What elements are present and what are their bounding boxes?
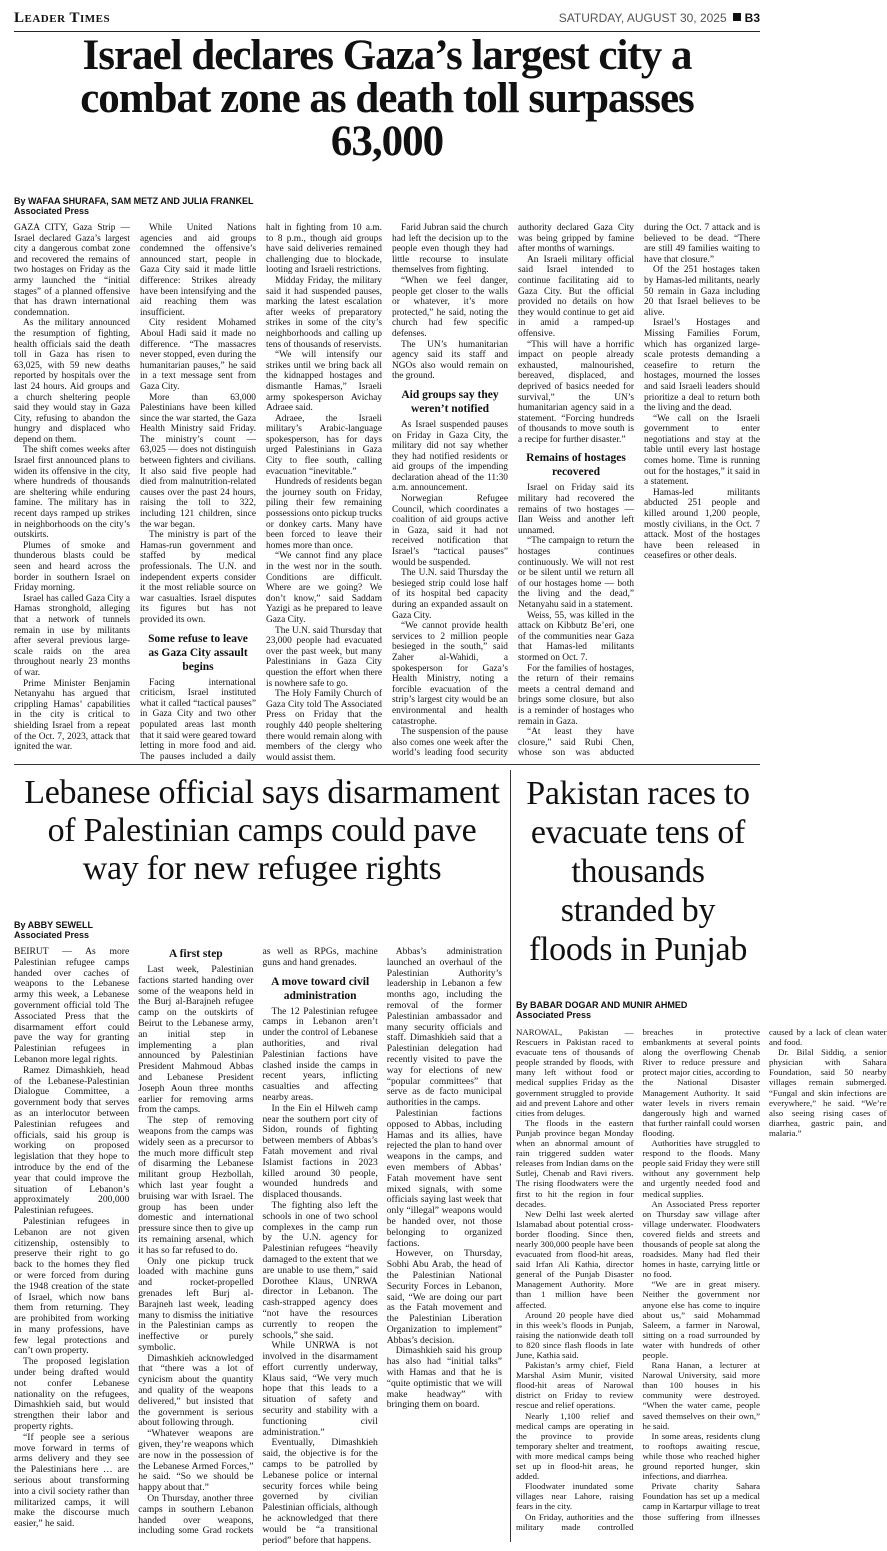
paragraph: While UNRWA is not involved in the disarmament effort currently underway, Klaus said, “We very much hope that this leads to a situation of safety and security and stability with a functioning civil administration.” [262, 1340, 378, 1438]
paragraph: Palestinian refugees in Lebanon are not given citizenship, ostensibly to preserve their right to go back to the homes they fled or were forced from during the 1948 creation of the state of Israel, which now bans them from returning. They are prohibited from working in many professions, have few legal protections and can’t own property. [14, 1215, 130, 1357]
byline-names: By ABBY SEWELL [14, 920, 94, 930]
paragraph: Norwegian Refugee Council, which coordinates a coalition of aid groups active in Gaza, said it had not received notification that Israel’s “tactical pauses” would be suspended. [392, 494, 508, 568]
paragraph: An Associated Press reporter on Thursday saw village after village underwater. Floodwaters covered fields and streets and thousands of people sat along the roadsides. Many had fled their homes in haste, carrying little or no food. [642, 1198, 760, 1280]
paragraph: Midday Friday, the military said it had suspended pauses, marking the latest escalation after weeks of preparatory strikes in some of the city’s neighborhoods and calling up tens of thousands of reservists. [266, 275, 382, 350]
paragraph: Rana Hanan, a lecturer at Narowal University, said more than 100 houses in his community were destroyed. “When the water came, people saved themselves on their own,” he said. [642, 1360, 760, 1431]
paragraph: Private charity Sahara Foundation has set up a medical camp in Kartarpur village to treat those suffering from illnesses caused by a lack of clean water and food. [642, 1027, 887, 1522]
paragraph: “Whatever weapons are given, they’re weapons which are now in the possession of the Lebanese Armed Forces,” he said. “So we should be happy about that.” [138, 1428, 254, 1494]
paragraph: Adraee, the Israeli military’s Arabic-language spokesperson, has for days urged Palestinians in Gaza City to flee south, calling evacuation “inevitable.” [266, 413, 382, 477]
paragraph: Plumes of smoke and thunderous blasts could be seen and heard across the border in southern Israel on Friday morning. [14, 540, 130, 594]
paragraph: As the military announced the resumption of fighting, health officials said the death toll in Gaza has risen to 63,025, with 59 new deaths reported by hospitals over the last 24 hours. Aid groups and a church sheltering people said they would stay in Gaza City, refusing to abandon the hungry and displaced who depend on them. [14, 318, 130, 445]
paragraph: Israel has called Gaza City a Hamas stronghold, alleging that a network of tunnels remain in use by militants after several previous large-scale raids on the area throughout nearly 23 months of war. [14, 593, 130, 678]
byline-org: Associated Press [14, 930, 90, 940]
paragraph: Hamas-led militants abducted 251 people and killed around 1,200 people, mostly civilians, in the Oct. 7 attack. Most of the hostages have been released in ceasefires or other deals. [644, 487, 760, 562]
pakistan-body [516, 1027, 887, 1533]
paragraph: The U.N. said Thursday the besieged strip could lose half of its hospital bed capacity during an expanded assault on Gaza City. [392, 568, 508, 621]
paragraph: Pakistan’s army chief, Field Marshal Asim Munir, visited flood-hit areas of Narowal district on Friday to review rescue and relief operations. [516, 1360, 634, 1411]
paragraph: Palestinian factions opposed to Abbas, including Hamas and its allies, have rejected the plan to hand over weapons in the camps, and even members of Abbas’ Fatah movement have sent mixed signals, with some officials saying last week that only “illegal” weapons would be handed over, not those belonging to organized factions. [386, 1107, 502, 1249]
paragraph: Israel’s Hostages and Missing Families Forum, which has organized large-scale protests demanding a ceasefire to return the hostages, mourned the losses and said Israeli leaders should prioritize a deal to return both the living and the dead. [644, 318, 760, 414]
paragraph: New Delhi last week alerted Islamabad about potential cross-border flooding. Since then, nearly 300,000 people have been evacuated from flood-hit areas, said Irfan Ali Kathia, director general of the Punjab Disaster Management Authority. More than 1 million have been affected. [516, 1208, 634, 1310]
paragraph: Dr. Bilal Siddiq, a senior physician with Sahara Foundation, said 50 nearby villages remain submerged. “Fungal and skin infections are everywhere,” he said. “We’re also seeing rising cases of diarrhea, gastric pain, and malaria.” [769, 1047, 887, 1138]
paragraph: “When we feel danger, people get closer to the walls or whatever, it’s more protected,” he said, noting the church had few specific defenses. [392, 275, 508, 339]
pakistan-paragraphs [516, 1027, 887, 1533]
paragraph: “We call on the Israeli government to enter negotiations and stay at the table until every last hostage comes home. Time is running out for the hostages,” it said in a statement. [644, 413, 760, 488]
paragraph: The U.N. said Thursday that 23,000 people had evacuated over the past week, but many Palestinians in Gaza City question the effort when there is nowhere safe to go. [266, 625, 382, 689]
byline-org: Associated Press [516, 1010, 592, 1020]
lebanon-subhead-1: A first step [169, 948, 223, 960]
paragraph: GAZA CITY, Gaza Strip — Israel declared Gaza’s largest city a dangerous combat zone and recovered the remains of two hostages on Friday as the army launched the “initial stages” of a planned offensive that has drawn international condemnation. [14, 223, 130, 318]
paragraph: As Israel suspended pauses on Friday in Gaza City, the military did not say whether they had notified residents or aid groups of the impending declaration ahead of the 11:30 a.m. announcement. [392, 419, 508, 494]
paragraph: Farid Jubran said the church had left the decision up to the people even though they had little recourse to insulate themselves from fighting. [392, 223, 508, 276]
paragraph: Dimashkieh said his group has also had “initial talks” with Hamas and that he is “quite optimistic that we will make headway” with bringing them on board. [386, 1345, 502, 1411]
gaza-subhead-2: Aid groups say they weren’t notified [401, 388, 499, 415]
paragraph: An Israeli military official said Israel intended to continue facilitating aid to Gaza City. But the official provided no details on how they would continue to get aid in amid a ramped-up offensive. [518, 254, 634, 339]
paragraph: Around 20 people have died in this week’s floods in Punjab, raising the nationwide death toll to 820 since flash floods in late June, Kathia said. [516, 1309, 634, 1360]
lebanon-headline: Lebanese official says disarmament of Palestinian camps could pave way for new refugee rights [24, 774, 500, 887]
main-headline: Israel declares Gaza’s largest city a combat zone as death toll surpasses 63,000 [80, 32, 694, 165]
date-line [559, 11, 760, 25]
gaza-subhead-1: Some refuse to leave as Gaza City assault begins [148, 632, 248, 673]
paragraph: The suspension of the pause also comes one week after the world’s leading food security authority declared Gaza City was being gripped by famine after months of warnings. [392, 223, 634, 759]
paragraph: Ramez Dimashkieh, head of the Lebanese-Palestinian Dialogue Committee, a government body that serves as an interlocutor between Palestinian refugees and officials, said his group is working on proposed legislation that they hope to introduce by the end of the year that could improve the situation of Lebanon’s approximately 200,000 Palestinian refugees. [14, 1064, 130, 1217]
paragraph: The proposed legislation under being drafted would not confer Lebanese nationality on the refugees, Dimashkieh said, but would strengthen their labor and property rights. [14, 1356, 130, 1433]
paragraph: BEIRUT — As more Palestinian refugee camps handed over caches of weapons to the Lebanese army this week, a Lebanese government official told The Associated Press that the disarmament effort could pave the way for granting Palestinian refugees in Lebanon more legal rights. [14, 946, 130, 1065]
byline-org: Associated Press [14, 206, 90, 216]
paragraph: “The campaign to return the hostages continues continuously. We will not rest or be silent until we return all of our hostages home — both the living and the dead,” Netanyahu said in a statement. [518, 536, 634, 610]
lebanon-paragraphs-3 [263, 947, 503, 1551]
paragraph: Authorities have struggled to respond to the floods. Many people said Friday they were still without any government help and urgently needed food and medical supplies. [642, 1138, 760, 1199]
square-bullet-icon [733, 13, 741, 21]
paragraph: The UN’s humanitarian agency said its staff and NGOs also would remain on the ground. [392, 339, 508, 382]
lebanon-article [14, 920, 502, 1546]
section-divider [14, 764, 760, 765]
lebanon-byline [14, 920, 502, 940]
paragraph: City resident Mohamed Aboul Hadi said it made no difference. “The massacres never stopped, even during the humanitarian pauses,” he said in a text message sent from Gaza City. [140, 318, 256, 392]
paragraph: Abbas’s administration launched an overhaul of the Palestinian Authority’s leadership in Lebanon a few months ago, including the removal of the former Palestinian ambassador and many security officials and staff. Dimashkieh said that a Palestinian delegation had recently visited to pave the way for elections of new “popular committees” that serve as de facto municipal authorities in the camps. [386, 946, 502, 1109]
paragraph: More than 63,000 Palestinians have been killed since the war started, the Gaza Health Ministry said Friday. The ministry’s count — 63,025 — does not distinguish between fighters and civilians. It also said five people had died from malnutrition-related causes over the past 24 hours, raising the toll to 322, including 121 children, since the war began. [140, 392, 256, 530]
paragraph: The ministry is part of the Hamas-run government and staffed by medical professionals. The U.N. and independent experts consider it the most reliable source on war casualties. Israel disputes its figures but has not provided its own. [140, 530, 256, 625]
byline-names: By BABAR DOGAR AND MUNIR AHMED [516, 1000, 688, 1010]
paragraph: In some areas, residents clung to rooftops awaiting rescue, while those who reached higher ground reported hunger, skin infections, and diarrhea. [642, 1430, 760, 1482]
lebanon-body [14, 947, 502, 1551]
byline-names: By WAFAA SHURAFA, SAM METZ AND JULIA FRANKEL [14, 196, 254, 206]
paragraph: For the families of hostages, the return of their remains meets a central demand and brings some closure, but also is a reminder of hostages who remain in Gaza. [518, 663, 634, 727]
paragraph: Only one pickup truck loaded with machine guns and rocket-propelled grenades left Burj al-Barajneh last week, leading many to dismiss the initiative in the Palestinian camps as ineffective or purely symbolic. [138, 1255, 254, 1353]
column-divider [510, 770, 511, 1542]
pakistan-article [516, 1000, 887, 1540]
paragraph: The floods in the eastern Punjab province began Monday when an abnormal amount of rain triggered sudden water releases from Indian dams on the Sutlej, Chenab and Ravi rivers. The rising floodwaters were the first to hit the region in four decades. [516, 1117, 634, 1209]
paragraph: “We cannot provide health services to 2 million people besieged in the south,” said Zaher al-Wahidi, a spokesperson for Gaza’s Health Ministry, noting a forcible evacuation of the strip’s largest city would be an environmental and health catastrophe. [392, 621, 508, 727]
paragraph: “We will intensify our strikes until we bring back all the kidnapped hostages and dismantle Hamas,” Israeli army spokesperson Avichay Adraee said. [266, 350, 382, 414]
pakistan-byline [516, 1000, 760, 1020]
pakistan-headline: Pakistan races to evacuate tens of thousands stranded by floods in Punjab [526, 775, 750, 968]
paragraph: “This will have a horrific impact on people already exhausted, malnourished, bereaved, displaced, and deprived of basics needed for survival,” the UN’s humanitarian agency said in a statement. “Forcing hundreds of thousands to move south is a recipe for further disaster.” [518, 339, 634, 445]
gaza-article [14, 196, 760, 763]
paragraph: Nearly 1,100 relief and medical camps are operating in the province to provide temporary shelter and treatment, with more medical camps being set up in flood-hit areas, he added. [516, 1410, 634, 1482]
paragraph: “If people see a serious move forward in terms of arms delivery and they see the Palestinians here … are serious about transforming into a civil society rather than militarized camps, it will make the discourse much easier,” he said. [14, 1431, 130, 1530]
paragraph: “At least they have closure,” said Rubi Chen, whose son was abducted during the Oct. 7 attack and is believed to be dead. “There are still 49 families waiting to have that closure.” [518, 223, 760, 759]
paragraph: “We are in great misery. Neither the government nor anyone else has come to inquire about us,” said Mohammad Saleem, a farmer in Narowal, sitting on a road surrounded by water with hundreds of other people. [642, 1279, 760, 1360]
paragraph: Last week, Palestinian factions started handing over some of the weapons held in the Burj al-Barajneh refugee camp on the outskirts of Beirut to the Lebanese army, an initial step in implementing a plan announced by Palestinian President Mahmoud Abbas and Lebanese President Joseph Aoun three months earlier for removing arms from the camps. [138, 964, 254, 1116]
paragraph: Dimashkieh acknowledged that “there was a lot of cynicism about the quantity and quality of the weapons delivered,” but insisted that the government is serious about following through. [138, 1352, 254, 1429]
paragraph: Facing international criticism, Israel instituted what it called “tactical pauses” in Gaza City and two other populated areas last month that it said were geared toward letting in more food and aid. The pauses included a daily halt in fighting from 10 a.m. to 8 p.m., though aid groups have said deliveries remained challenging due to blockade, looting and Israeli restrictions. [140, 223, 382, 762]
paragraph: Weiss, 55, was killed in the attack on Kibbutz Be’eri, one of the communities near Gaza that Hamas-led militants stormed on Oct. 7. [518, 610, 634, 663]
paragraph: The step of removing weapons from the camps was widely seen as a precursor to the much more difficult step of disarming the Lebanese militant group Hezbollah, which last year fought a bruising war with Israel. The group has been under domestic and international pressure since then to give up its remaining arsenal, which it has so far refused to do. [138, 1115, 254, 1256]
lebanon-paragraphs [14, 947, 129, 1530]
paragraph: The shift comes weeks after Israel first announced plans to widen its offensive in the city, where hundreds of thousands are sheltering while enduring famine. The military has in recent days ramped up strikes in neighborhoods on the city’s outskirts. [14, 445, 130, 541]
page-number: B3 [744, 11, 760, 25]
paragraph: Floodwater inundated some villages near Lahore, raising fears in the city. [516, 1481, 634, 1512]
page-header [14, 10, 760, 32]
paragraph: Hundreds of residents began the journey south on Friday, piling their few remaining possessions onto pickup trucks or donkey carts. Many have been forced to leave their homes more than once. [266, 477, 383, 551]
paragraph: The 12 Palestinian refugee camps in Lebanon aren’t under the control of Lebanese authorities, and rival Palestinian factions have clashed inside the camps in recent years, inflicting casualties and affecting nearby areas. [262, 1005, 378, 1103]
lebanon-subhead-2: A move toward civil administration [271, 975, 370, 1002]
paragraph: “We cannot find any place in the west nor in the south. Conditions are difficult. Where are we going? We don’t know,” said Saddam Yazigi as he prepared to leave Gaza City. [266, 551, 382, 625]
paragraph: However, on Thursday, Sobhi Abu Arab, the head of the Palestinian National Security Forces in Lebanon, said, “We are doing our part as the Fatah movement and the Palestinian Liberation Organization to implement” Abbas’s decision. [386, 1248, 502, 1346]
paragraph: In the Ein el Hilweh camp near the southern port city of Sidon, rounds of fighting between members of Abbas’s Fatah movement and rival Islamist factions in 2023 killed around 30 people, wounded hundreds and displaced thousands. [262, 1102, 378, 1201]
paragraph: Prime Minister Benjamin Netanyahu has argued that crippling Hamas’ capabilities in the city is critical to shielding Israel from a repeat of the Oct. 7, 2023, attack that ignited the war. [14, 678, 130, 753]
paragraph: The fighting also left the schools in one of two school complexes in the camp run by the U.N. agency for Palestinian refugees “heavily damaged to the extent that we are unable to use them,” said Dorothee Klaus, UNRWA director in Lebanon. The cash-strapped agency does “not have the resources currently to reopen the schools,” she said. [262, 1199, 378, 1341]
paper-name: Leader Times [14, 10, 111, 26]
paragraph: The Holy Family Church of Gaza City told The Associated Press on Friday that the roughly 440 people sheltering there would remain along with members of the clergy who would assist them. [266, 689, 382, 763]
paragraph: On Thursday, another three camps in southern Lebanon handed over weapons, including some Grad rockets as well as RPGs, machine guns and hand grenades. [138, 946, 378, 1537]
paragraph: NAROWAL, Pakistan — Rescuers in Pakistan raced to evacuate tens of thousands of people stranded by floods, with many left without food or medical supplies Friday as the government struggled to provide aid and prevent Lahore and other cities from deluges. [516, 1027, 634, 1118]
gaza-body [14, 223, 760, 768]
paragraph: Israel on Friday said its military had recovered the remains of two hostages — Ilan Weiss and another left unnamed. [518, 483, 634, 536]
gaza-subhead-3: Remains of hostages recovered [526, 452, 626, 479]
paragraph: On Friday, authorities and the military made controlled breaches in protective embankments at several points along the overflowing Chenab River to reduce pressure and protect major cities, according to the National Disaster Management Authority. It said water levels in rivers remain dangerously high and warned that further rainfall could worsen flooding. [516, 1027, 760, 1532]
paragraph: Eventually, Dimashkieh said, the objective is for the camps to be patrolled by Lebanese police or internal security forces while being governed by civilian Palestinian officials, although he acknowledged that there would be “a transitional period” before that happens. [262, 1437, 378, 1546]
gaza-byline [14, 196, 760, 216]
paragraph: Of the 251 hostages taken by Hamas-led militants, nearly 50 remain in Gaza including 20 that Israel believes to be alive. [644, 265, 760, 318]
paragraph: While United Nations agencies and aid groups condemned the offensive’s announced start, people in Gaza City said it made little difference: Strikes already have been intensifying and the aid reaching them was insufficient. [140, 223, 256, 318]
issue-date: SATURDAY, AUGUST 30, 2025 [558, 11, 727, 25]
